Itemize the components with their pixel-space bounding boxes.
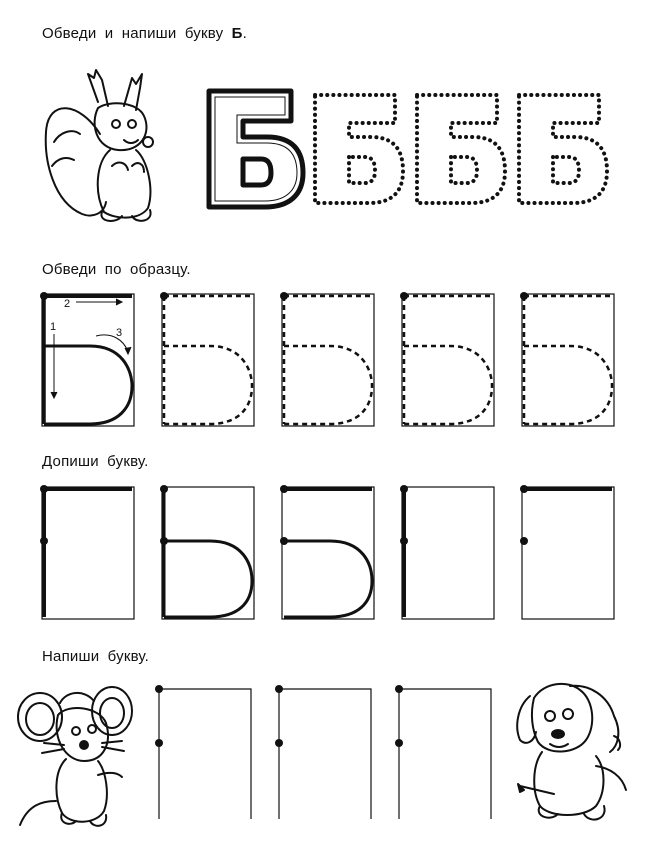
instruction-write-letter: Напиши букву. [42, 648, 149, 665]
instruction-letter: Б [231, 25, 243, 42]
squirrel-illustration [40, 62, 160, 227]
stroke-order-number: 1 [50, 321, 57, 333]
stroke-order-number: 3 [116, 327, 123, 339]
instruction-period: . [242, 25, 248, 42]
instruction-trace-and-write [42, 25, 247, 42]
letter-b-row [205, 85, 615, 210]
dotted-letter-b-2 [417, 95, 505, 203]
instruction-trace-by-sample: Обведи по образцу. [42, 261, 191, 278]
stroke-order-number: 2 [64, 298, 71, 310]
puppy-illustration [510, 676, 635, 826]
mouse-illustration [14, 685, 134, 833]
trace-by-sample-row [38, 290, 628, 430]
instruction-text: Обведи и напиши букву [42, 25, 224, 42]
dotted-letter-b-1 [315, 95, 403, 203]
solid-letter-b [209, 91, 303, 207]
write-letter-row [155, 685, 495, 825]
finish-letter-row [38, 483, 628, 623]
instruction-finish-letter: Допиши букву. [42, 453, 149, 470]
dotted-letter-b-3 [519, 95, 607, 203]
